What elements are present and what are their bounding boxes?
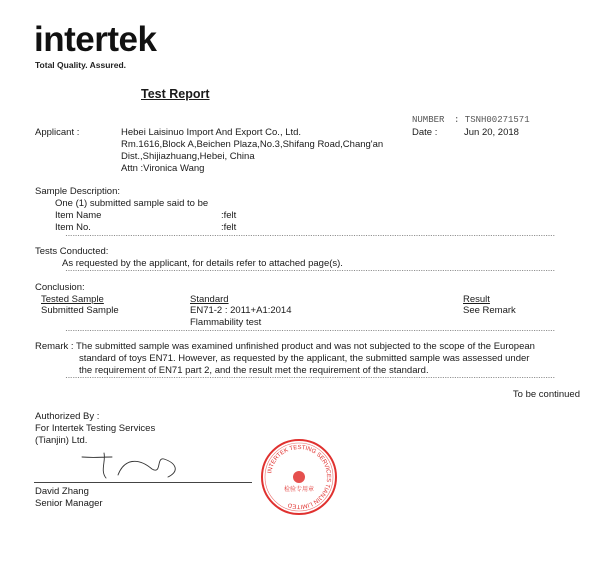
applicant-attn: Attn :Vironica Wang [121,163,205,174]
applicant-address-line2: Dist.,Shijiazhuang,Hebei, China [121,151,255,162]
sample-heading: Sample Description: [35,186,121,197]
signer-name: David Zhang [35,486,89,497]
logo-tagline: Total Quality. Assured. [35,60,126,70]
authorized-by: Authorized By : [35,411,100,422]
stamp-center-text: 检验专用章 [283,486,315,493]
signature-scribble [60,445,210,490]
col-standard: Standard [190,294,229,305]
date-value: Jun 20, 2018 [464,127,519,138]
item-name-value: :felt [221,210,237,221]
divider-4: ************************************************************************************************************************************************************************************************************ [65,377,555,382]
remark-line1: The submitted sample was examined unfinished product and was not subjected to the scope of the European [76,341,535,352]
item-no-label: Item No. [55,222,91,233]
remark-label: Remark : [35,341,74,352]
to-be-continued: To be continued [512,389,580,400]
col-result: Result [463,294,490,305]
divider-1: ************************************************************************************************************************************************************************************************************ [65,235,555,240]
signer-title: Senior Manager [35,498,103,509]
company-stamp [259,437,339,517]
applicant-name: Hebei Laisinuo Import And Export Co., Ltd. [121,127,302,138]
row-result: See Remark [463,305,516,316]
authorized-company: For Intertek Testing Services [35,423,156,434]
remark-line3: the requirement of EN71 part 2, and the result met the requirement of the standard. [79,365,429,376]
authorized-company-city: (Tianjin) Ltd. [35,435,88,446]
conclusion-heading: Conclusion: [35,282,85,293]
applicant-label: Applicant : [35,127,80,138]
divider-2: ************************************************************************************************************************************************************************************************************ [65,270,555,275]
report-number-label: NUMBER [412,115,445,125]
col-tested-sample: Tested Sample [41,294,104,305]
item-name-label: Item Name [55,210,102,221]
row-standard-line2: Flammability test [190,317,262,328]
intertek-logo: intertek [34,20,157,59]
divider-3: ************************************************************************************************************************************************************************************************************ [65,330,555,335]
tests-text: As requested by the applicant, for details refer to attached page(s). [62,258,343,269]
report-title: Test Report [141,87,210,101]
row-standard-line1: EN71-2 : 2011+A1:2014 [190,305,292,316]
item-no-value: :felt [221,222,237,233]
remark-line2: standard of toys EN71. However, as requested by the applicant, the submitted sample was assessed under [79,353,530,364]
row-sample: Submitted Sample [41,305,119,316]
report-number-value: : TSNH00271571 [454,115,530,125]
applicant-address-line1: Rm.1616,Block A,Beichen Plaza,No.3,Shifang Road,Chang'an [121,139,384,150]
stamp-ring-text: INTERTEK TESTING SERVICES TIANJIN LIMITED [267,444,332,510]
tests-heading: Tests Conducted: [35,246,109,257]
sample-intro: One (1) submitted sample said to be [55,198,209,209]
date-label: Date : [412,127,438,138]
signature-line [34,482,252,483]
